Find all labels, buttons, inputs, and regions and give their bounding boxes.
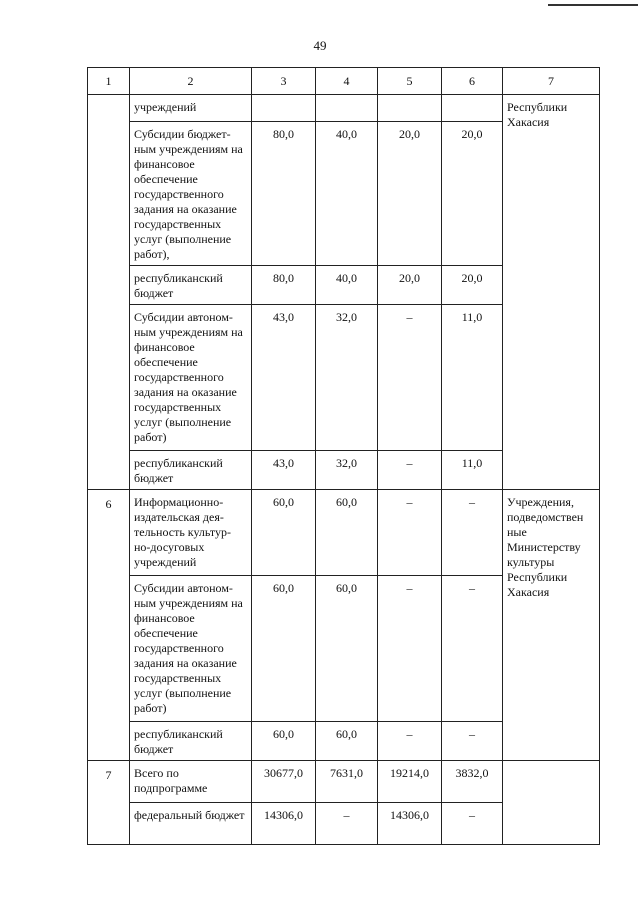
program-table: [87, 67, 600, 845]
value-col6: –: [442, 576, 503, 722]
corner-rule-line: [548, 4, 638, 6]
value-col3: 80,0: [252, 122, 316, 266]
table-row: [88, 95, 600, 122]
value-col3: 60,0: [252, 722, 316, 761]
value-col5: –: [378, 490, 442, 576]
row-description: Субсидии автоном-ным учреждениям на финансовое обеспечение государственного задания на оказание государственных услуг (выполнение работ): [130, 305, 252, 451]
value-col3: [252, 95, 316, 122]
value-col4: 60,0: [316, 576, 378, 722]
value-col6: [442, 95, 503, 122]
value-col4: [316, 95, 378, 122]
value-col4: 40,0: [316, 266, 378, 305]
row-number-cell: 6: [88, 490, 130, 761]
header-cell: 7: [503, 68, 600, 95]
value-col5: 19214,0: [378, 761, 442, 803]
value-col4: 40,0: [316, 122, 378, 266]
table-row: [88, 490, 600, 576]
executor-cell: [503, 761, 600, 845]
executor-cell: Республики Хакасия: [503, 95, 600, 490]
header-cell: 4: [316, 68, 378, 95]
value-col6: –: [442, 490, 503, 576]
header-cell: 2: [130, 68, 252, 95]
value-col4: 7631,0: [316, 761, 378, 803]
row-description: Информационно-издательская дея-тельность культур-но-досуговых учреждений: [130, 490, 252, 576]
value-col6: 20,0: [442, 122, 503, 266]
value-col3: 60,0: [252, 490, 316, 576]
header-row: [88, 68, 600, 95]
value-col3: 60,0: [252, 576, 316, 722]
row-description: Субсидии бюджет-ным учреждениям на финансовое обеспечение государственного задания на оказание государственных услуг (выполнение работ),: [130, 122, 252, 266]
row-number-cell: 7: [88, 761, 130, 845]
value-col6: 20,0: [442, 266, 503, 305]
value-col5: 20,0: [378, 266, 442, 305]
header-cell: 6: [442, 68, 503, 95]
row-number-cell: [88, 95, 130, 490]
value-col5: [378, 95, 442, 122]
executor-cell: Учреждения, подведомствен ные Министерству культуры Республики Хакасия: [503, 490, 600, 761]
value-col5: –: [378, 576, 442, 722]
header-cell: 5: [378, 68, 442, 95]
row-description: республиканский бюджет: [130, 266, 252, 305]
value-col3: 14306,0: [252, 803, 316, 845]
row-description: федеральный бюджет: [130, 803, 252, 845]
value-col6: 11,0: [442, 451, 503, 490]
value-col5: –: [378, 451, 442, 490]
row-description: республиканский бюджет: [130, 722, 252, 761]
row-description: учреждений: [130, 95, 252, 122]
value-col5: –: [378, 305, 442, 451]
row-description: Всего по подпрограмме: [130, 761, 252, 803]
value-col4: 32,0: [316, 451, 378, 490]
value-col3: 80,0: [252, 266, 316, 305]
page-number: 49: [313, 38, 327, 53]
value-col4: 60,0: [316, 722, 378, 761]
value-col6: –: [442, 722, 503, 761]
value-col5: 14306,0: [378, 803, 442, 845]
row-description: Субсидии автоном-ным учреждениям на финансовое обеспечение государственного задания на оказание государственных услуг (выполнение работ): [130, 576, 252, 722]
value-col3: 43,0: [252, 305, 316, 451]
table-row: [88, 761, 600, 803]
value-col6: –: [442, 803, 503, 845]
value-col3: 30677,0: [252, 761, 316, 803]
value-col4: 60,0: [316, 490, 378, 576]
value-col6: 11,0: [442, 305, 503, 451]
value-col5: –: [378, 722, 442, 761]
header-cell: 1: [88, 68, 130, 95]
row-description: республиканский бюджет: [130, 451, 252, 490]
value-col3: 43,0: [252, 451, 316, 490]
value-col4: –: [316, 803, 378, 845]
value-col5: 20,0: [378, 122, 442, 266]
value-col6: 3832,0: [442, 761, 503, 803]
header-cell: 3: [252, 68, 316, 95]
value-col4: 32,0: [316, 305, 378, 451]
